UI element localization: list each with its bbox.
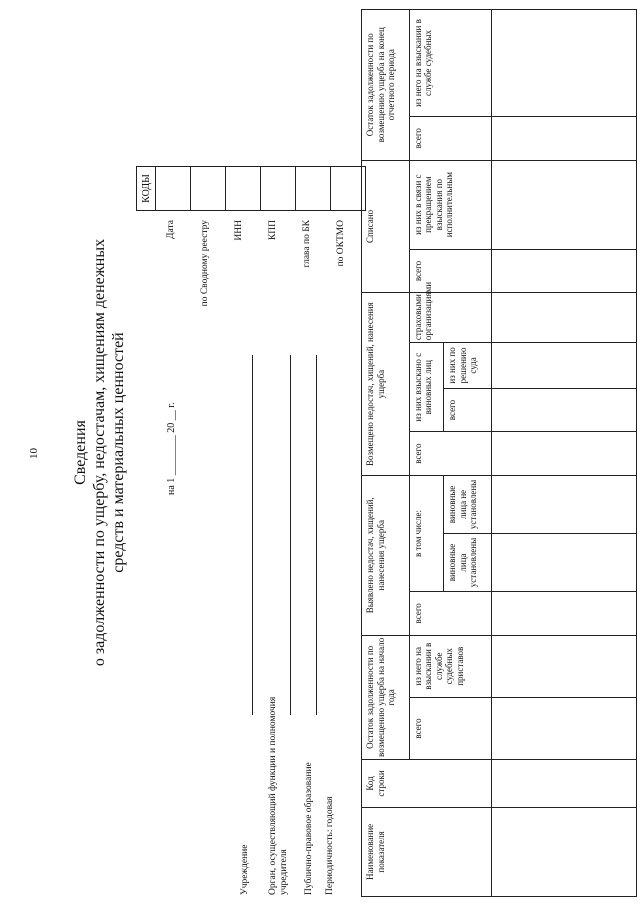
col-culprits-not-found: виновные лица не установлены xyxy=(444,475,492,533)
periodicity-label: Периодичность: годовая xyxy=(325,796,335,895)
codes-label-inn: ИНН xyxy=(234,220,244,241)
col-identified: Выявлено недостач, хищений, нанесения ущерба xyxy=(362,475,410,635)
col-closing-total: всего xyxy=(409,116,491,160)
col-terminated: из них в связи с прекращением взыскания по исполнительным xyxy=(409,160,491,249)
code-cell-budget-chapter xyxy=(296,167,331,211)
data-cell xyxy=(492,635,637,697)
col-reimbursed: Возмещено недостач, хищений, нанесения ущерба xyxy=(362,293,410,476)
data-cell xyxy=(492,343,637,389)
col-line-code: Код строки xyxy=(362,760,492,808)
codes-header: КОДЫ xyxy=(137,167,156,211)
col-opening-bailiffs: из него на взыскании в службе судебных приставов xyxy=(409,635,491,697)
codes-label-date: Дата xyxy=(166,220,176,239)
data-cell xyxy=(492,533,637,591)
form-title: Сведения xyxy=(72,420,89,485)
codes-label-registry: по Сводному реестру xyxy=(200,220,210,307)
founder-organ-label-2: учредителя xyxy=(279,849,289,895)
debt-table xyxy=(361,9,637,897)
col-from-culprits: из них взыскано с виновных лиц xyxy=(409,343,444,432)
code-cell-date xyxy=(156,167,191,211)
col-closing-balance: Остаток задолженности по возмещению ущерба на конец отчетного периода xyxy=(362,10,410,161)
data-cell xyxy=(492,10,637,117)
data-cell xyxy=(492,807,637,896)
data-cell xyxy=(492,293,637,343)
codes-label-oktmo: по ОКТМО xyxy=(336,220,346,267)
institution-underline xyxy=(252,355,253,715)
data-cell xyxy=(492,249,637,293)
data-cell xyxy=(492,432,637,476)
data-cell xyxy=(492,592,637,636)
data-cell xyxy=(492,475,637,533)
code-cell-kpp xyxy=(261,167,296,211)
codes-label-budget-chapter: глава по БК xyxy=(302,220,312,268)
page-number: 10 xyxy=(28,448,40,459)
col-opening-balance: Остаток задолженности по возмещению ущерба на начало года xyxy=(362,635,410,759)
col-identified-including: в том числе: xyxy=(409,475,444,591)
col-insurers: страховыми организациями xyxy=(409,293,491,343)
founder-organ-label-1: Орган, осуществляющий функции и полномочия xyxy=(268,696,278,895)
form-subtitle-line1: о задолженности по ущербу, недостачам, хищениям денежных xyxy=(91,238,108,667)
public-entity-underline xyxy=(316,355,317,715)
institution-label: Учреждение xyxy=(240,844,250,895)
form-subtitle-line2: средств и материальных ценностей xyxy=(110,332,127,573)
col-culprits-found: виновные лица установлены xyxy=(444,533,492,591)
data-cell xyxy=(492,697,637,759)
col-written-off: Списано xyxy=(362,160,410,293)
data-cell xyxy=(492,160,637,249)
col-by-court: из них по решению суда xyxy=(444,343,492,389)
founder-organ-underline xyxy=(290,355,291,715)
col-reimbursed-total: всего xyxy=(409,432,491,476)
col-culprits-total: всего xyxy=(444,388,492,432)
col-written-off-total: всего xyxy=(409,249,491,293)
col-opening-total: всего xyxy=(409,697,491,759)
col-identified-total: всего xyxy=(409,592,491,636)
codes-label-kpp: КПП xyxy=(268,220,278,241)
col-closing-bailiffs: из него на взыскании в службе судебных xyxy=(409,10,491,117)
data-cell xyxy=(492,116,637,160)
report-date-line: на 1 ________ 20 __ г. xyxy=(166,402,177,495)
public-entity-label: Публично-правовое образование xyxy=(304,762,314,895)
data-cell xyxy=(492,760,637,808)
codes-table xyxy=(136,166,366,211)
data-cell xyxy=(492,388,637,432)
code-cell-inn xyxy=(226,167,261,211)
col-indicator-name: Наименование показателя xyxy=(362,807,492,896)
code-cell-registry xyxy=(191,167,226,211)
